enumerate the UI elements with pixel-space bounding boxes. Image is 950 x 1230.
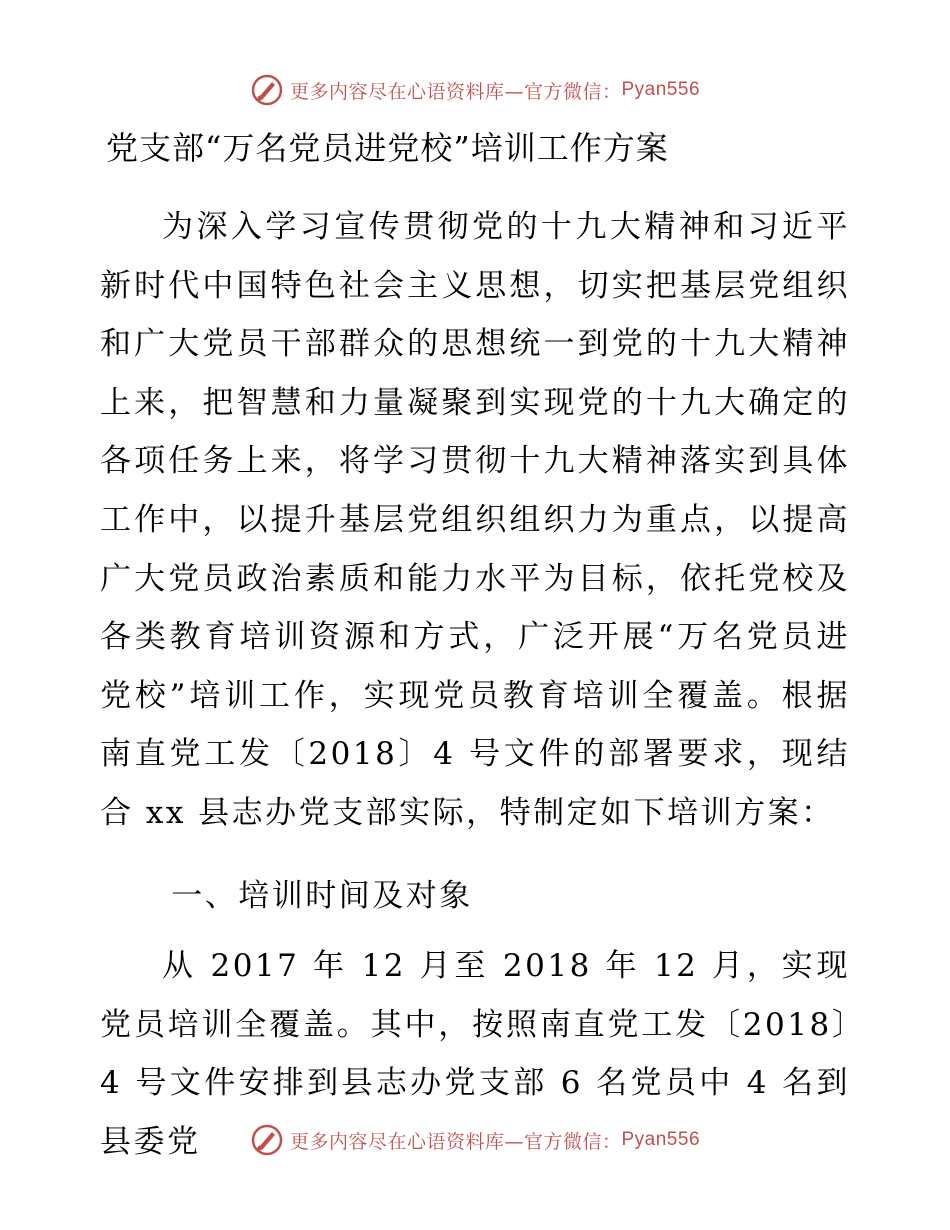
- document-title: 党支部“万名党员进党校”培训工作方案: [106, 129, 669, 167]
- section-heading: 一、培训时间及对象: [171, 877, 473, 914]
- watermark-text: 更多内容尽在心语资料库—官方微信：: [289, 1130, 622, 1153]
- logo-icon: [250, 1123, 284, 1157]
- watermark-text: 更多内容尽在心语资料库—官方微信：: [289, 80, 622, 103]
- intro-paragraph: 为深入学习宣传贯彻党的十九大精神和习近平新时代中国特色社会主义思想，切实把基层党组织和广大党员干部群众的思想统一到党的十九大精神上来，把智慧和力量凝聚到实现党的十九大确定的各项任务上来，将学习贯彻十九大精神落实到具体工作中，以提升基层党组织组织力为重点，以提高广大党员政治素质和能力水平为目标，依托党校及各类教育培训资源和方式，广泛开展“万名党员进党校”培训工作，实现党员教育培训全覆盖。根据南直党工发〔2018〕4 号文件的部署要求，现结合 xx 县志办党支部实际，特制定如下培训方案：: [100, 209, 850, 831]
- logo-icon: [250, 73, 284, 107]
- section-paragraph: 从 2017 年 12 月至 2018 年 12 月，实现党员培训全覆盖。其中，按照南直党工发〔2018〕4 号文件安排到县志办党支部 6 名党员中 4 名到县委党: [100, 948, 850, 1160]
- watermark-id: Pyan556: [621, 1129, 701, 1150]
- watermark-header: [0, 70, 950, 110]
- watermark-footer: [0, 1120, 950, 1160]
- document-body: [100, 120, 850, 1172]
- watermark-id: Pyan556: [621, 79, 701, 100]
